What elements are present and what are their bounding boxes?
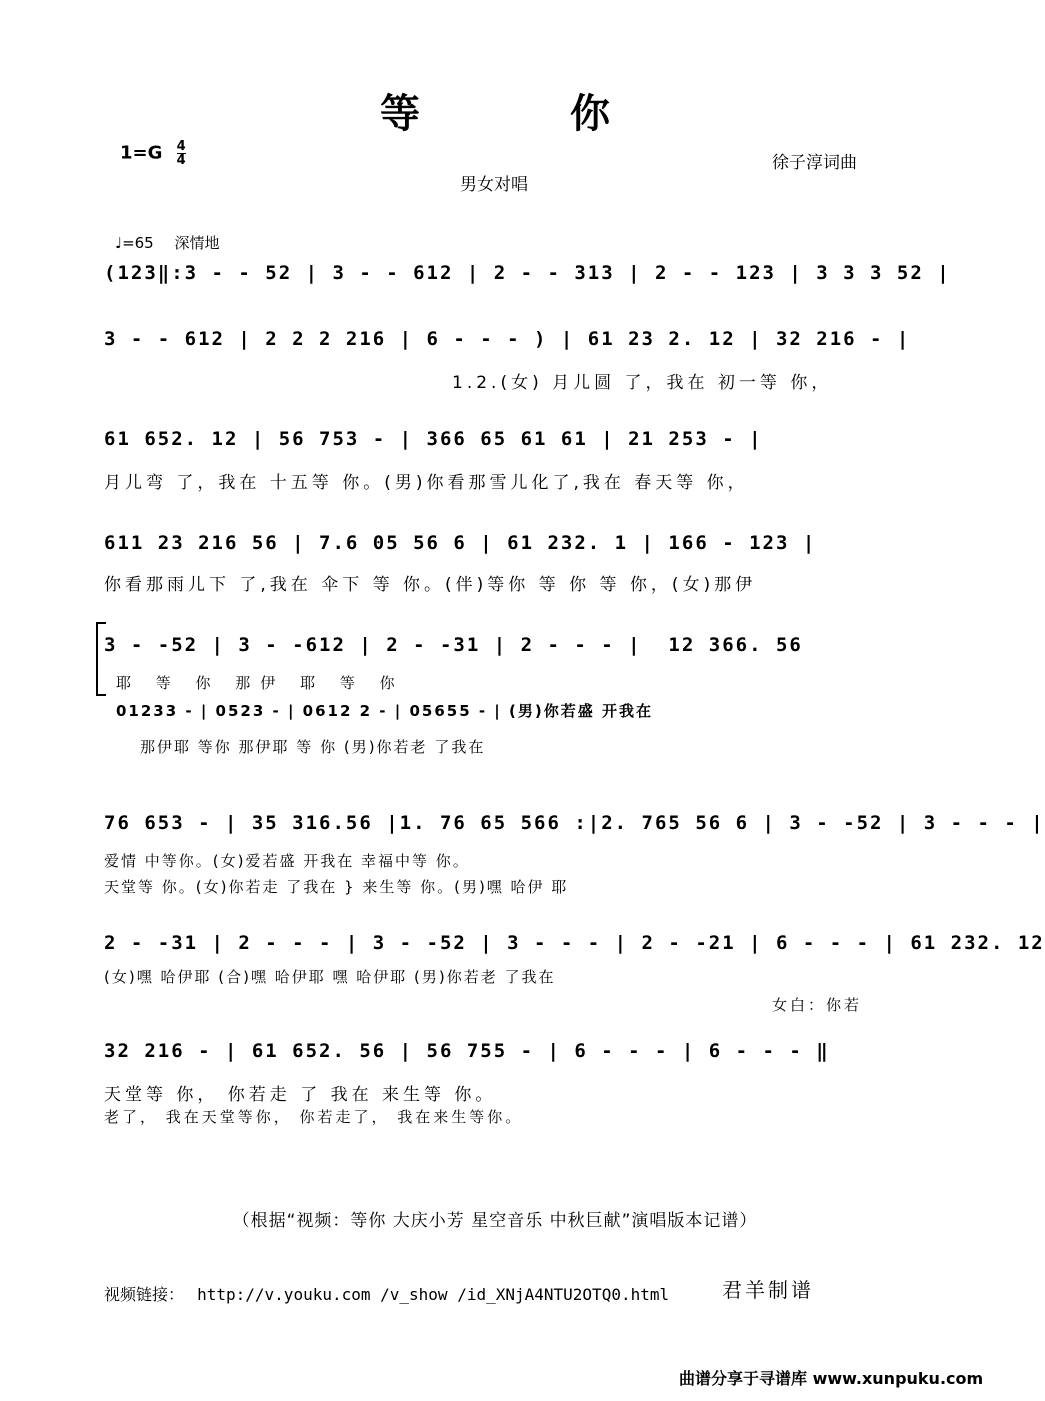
lyric-line: 天堂等 你， 你若走 了 我在 来生等 你。 (104, 1085, 497, 1105)
staff-system-4 (100, 532, 895, 572)
expression-marking: 深情地 (174, 234, 220, 252)
subtitle: 男女对唱 (460, 175, 528, 195)
song-title: 等你 (380, 90, 760, 137)
staff-system-3 (100, 428, 895, 468)
notation-line: 3 - - 612 | 2 2 2 216 | 6 - - - ) | 61 23 2. 12 | 32 216 - | (104, 328, 911, 350)
notation-line: 3 - -52 | 3 - -612 | 2 - -31 | 2 - - - | 12 366. 56 (104, 634, 803, 656)
time-top: 4 (176, 139, 186, 154)
notation-line: 76 653 - | 35 316.56 |1. 76 65 566 :|2. 765 56 6 | 3 - -52 | 3 - - - | (104, 812, 1045, 834)
share-credit[interactable]: 曲谱分享于寻谱库 www.xunpuku.com (679, 1369, 984, 1388)
lyric-line: 爱情 中等你。(女)爱若盛 开我在 幸福中等 你。 (104, 852, 470, 870)
lyric-line: 月儿弯 了，我在 十五等 你。(男)你看那雪儿化了,我在 春天等 你， (104, 473, 749, 493)
narration-line: 老了， 我在天堂等你， 你若走了， 我在来生等你。 (104, 1108, 524, 1126)
lyric-line: 那伊耶 等你 那伊耶 等 你 (男)你若老 了我在 (140, 738, 486, 756)
notation-line: 2 - -31 | 2 - - - | 3 - -52 | 3 - - - | 2 - -21 | 6 - - - | 61 232. 12 (104, 932, 1045, 954)
lyric-line: 天堂等 你。(女)你若走 了我在 } 来生等 你。(男)嘿 哈伊 耶 (104, 878, 569, 896)
time-signature (177, 140, 186, 167)
notation-line: 32 216 - | 61 652. 56 | 56 755 - | 6 - - - | 6 - - - ‖ (104, 1040, 830, 1062)
source-note: （根据“视频：等你 大庆小芳 星空音乐 中秋巨献”演唱版本记谱） (232, 1211, 758, 1231)
staff-system-8 (100, 1040, 895, 1080)
video-link-label: 视频链接： (104, 1285, 185, 1304)
lower-part-line: 01233 - | 0523 - | 0612 2 - | 05655 - | (男)你若盛 开我在 (116, 702, 653, 720)
staff-system-6 (100, 812, 1045, 852)
lyric-line: 你看那雨儿下 了,我在 伞下 等 你。(伴)等你 等 你 等 你，(女)那伊 (104, 575, 757, 595)
lyric-line: 耶 等 你 那伊 耶 等 你 (116, 674, 405, 692)
tempo-value: ♩=65 (115, 234, 154, 252)
key-label: 1=G (120, 142, 163, 164)
tempo-marking (115, 232, 220, 253)
narration-line: 女白：你若 (772, 996, 863, 1014)
time-bottom: 4 (176, 153, 186, 168)
staff-system-1 (100, 262, 951, 302)
staff-system-5 (100, 634, 895, 674)
arranger-stamp: 君羊制谱 (722, 1278, 814, 1302)
lyric-line: (女)嘿 哈伊耶 (合)嘿 哈伊耶 嘿 哈伊耶 (男)你若老 了我在 (104, 968, 556, 986)
notation-line: 611 23 216 56 | 7.6 05 56 6 | 61 232. 1 | 166 - 123 | (104, 532, 817, 554)
video-link-url[interactable]: http://v.youku.com /v_show /id_XNjA4NTU2OTQ0.html (197, 1285, 670, 1304)
video-link (104, 1282, 669, 1305)
composer-credit: 徐子淳词曲 (772, 153, 857, 173)
lyric-line: 1.2.(女) 月儿圆 了，我在 初一等 你， (452, 373, 833, 393)
notation-line: 61 652. 12 | 56 753 - | 366 65 61 61 | 21 253 - | (104, 428, 763, 450)
staff-system-2 (100, 328, 911, 368)
notation-line: (123‖:3 - - 52 | 3 - - 612 | 2 - - 313 | 2 - - 123 | 3 3 3 52 | (104, 262, 951, 284)
key-signature (120, 140, 186, 167)
